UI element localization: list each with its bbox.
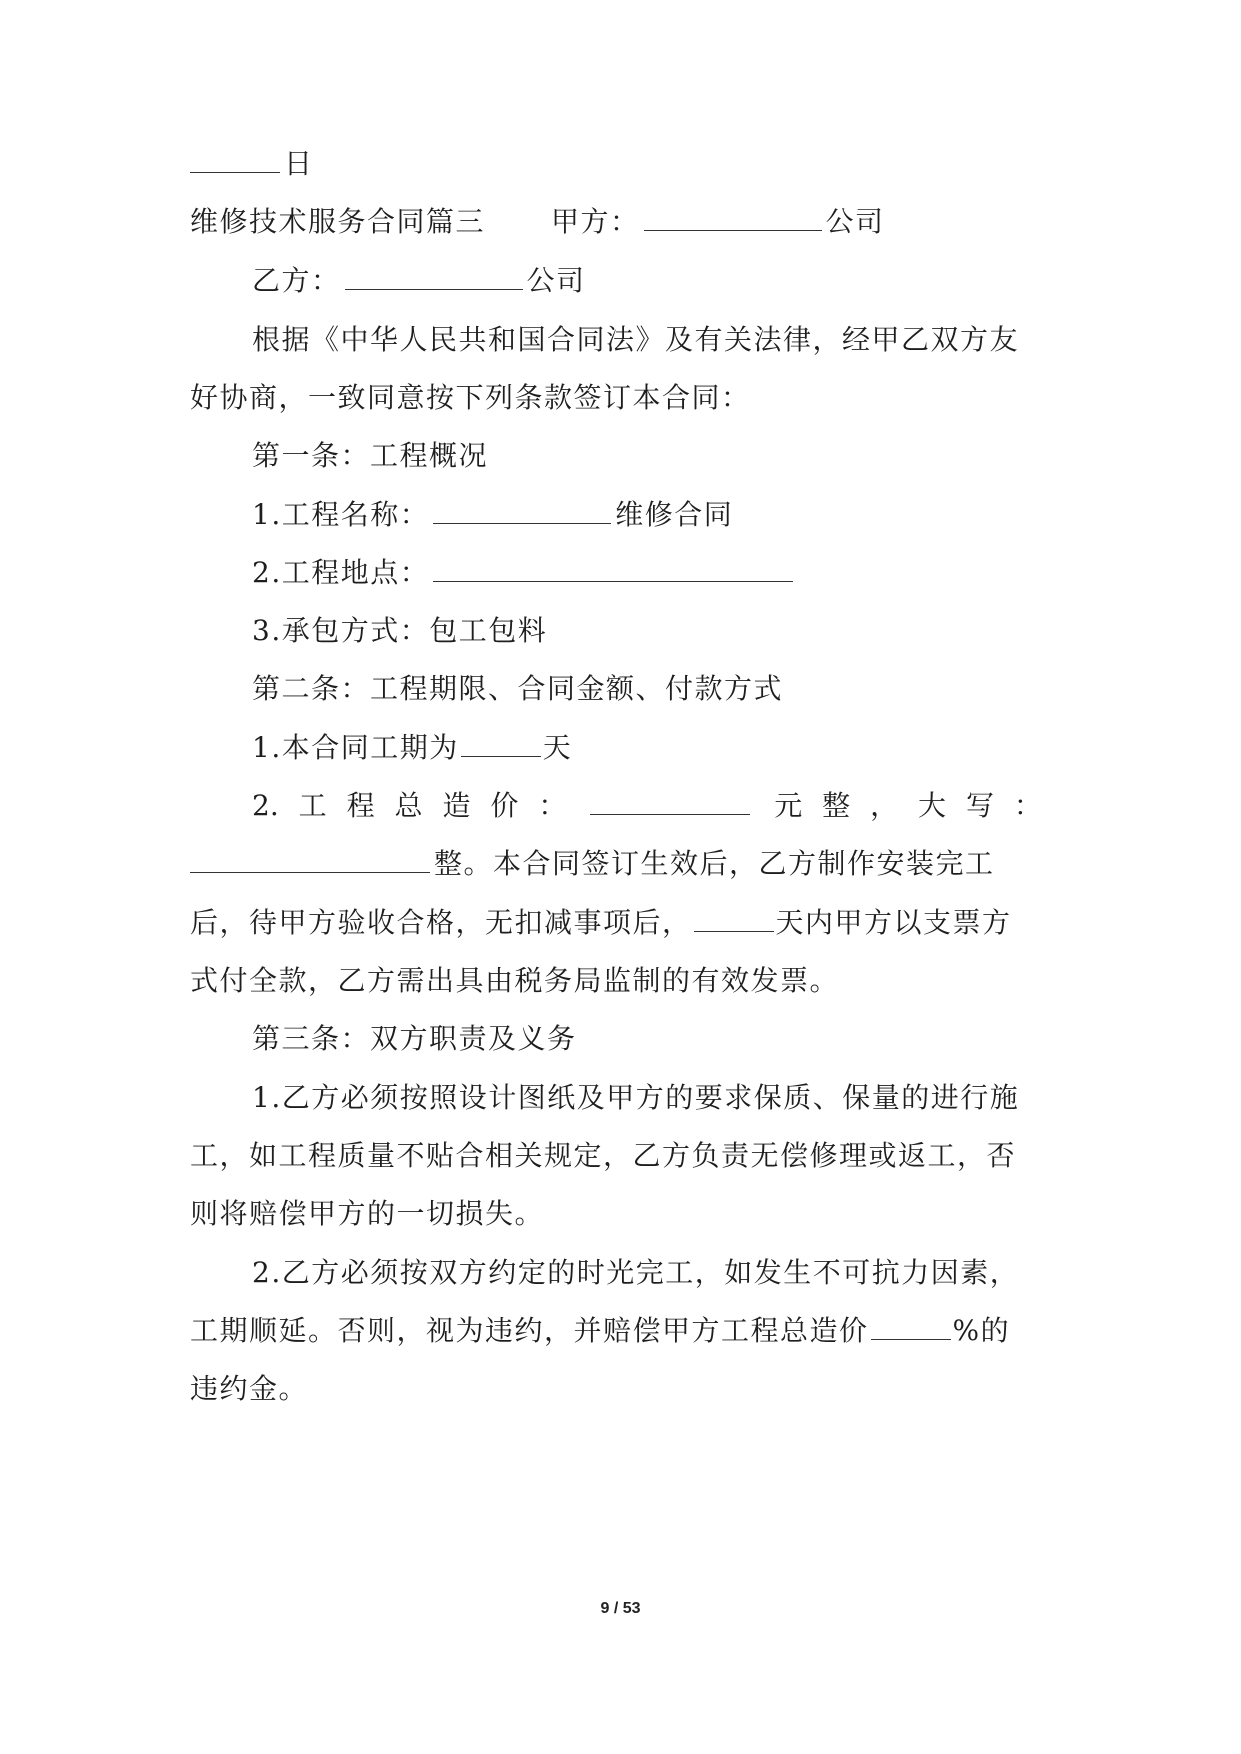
price-part: 元	[774, 789, 803, 822]
project-location-label: 2.工程地点：	[252, 556, 430, 589]
duration-label: 1.本合同工期为	[252, 731, 459, 764]
price-part: ：	[1013, 789, 1042, 822]
day-blank	[190, 146, 280, 173]
project-location-blank	[433, 555, 793, 582]
duty-2-line-2	[190, 1311, 1010, 1351]
price-part: ，	[870, 789, 899, 822]
payment-line-2	[190, 903, 1012, 943]
party-a-label: 甲方：	[551, 205, 640, 238]
total-price-blank	[590, 788, 750, 815]
price-words-blank	[190, 846, 430, 873]
total-price-line	[252, 786, 1042, 826]
duty-1-line-1: 1.乙方必须按照设计图纸及甲方的要求保质、保量的进行施	[252, 1081, 1020, 1114]
project-name-label: 1.工程名称：	[252, 498, 430, 531]
price-part: 造	[442, 789, 471, 822]
title-line	[190, 202, 885, 242]
duty-2-line-1: 2.乙方必须按双方约定的时光完工，如发生不可抗力因素，	[252, 1256, 1020, 1289]
project-name-suffix: 维修合同	[615, 498, 734, 531]
price-part: 程	[346, 789, 375, 822]
article-3-heading: 第三条：双方职责及义务	[252, 1022, 577, 1055]
payment-text-3: 天内甲方以支票方	[775, 906, 1012, 939]
payment-text-2: 后，待甲方验收合格，无扣减事项后，	[190, 906, 692, 939]
preamble-line-2: 好协商，一致同意按下列条款签订本合同：	[190, 381, 751, 414]
duration-blank	[461, 730, 541, 757]
contract-title: 维修技术服务合同篇三	[190, 205, 486, 238]
day-label: 日	[284, 147, 314, 180]
duty-1-line-2: 工，如工程质量不贴合相关规定，乙方负责无偿修理或返工，否	[190, 1139, 1017, 1172]
price-part: 总	[394, 789, 423, 822]
price-part: 整	[822, 789, 851, 822]
party-b-blank	[345, 263, 523, 290]
payment-text-1: 整。本合同签订生效后，乙方制作安装完工	[434, 847, 995, 880]
party-a-blank	[644, 204, 822, 231]
payment-line-1	[190, 844, 995, 884]
penalty-text: 工期顺延。否则，视为违约，并赔偿甲方工程总造价	[190, 1314, 869, 1347]
date-day-line	[190, 144, 314, 184]
price-part: 工	[298, 789, 327, 822]
price-part: 写	[965, 789, 994, 822]
party-b-suffix: 公司	[526, 264, 586, 297]
price-part: 价	[490, 789, 519, 822]
price-part: ：	[538, 789, 567, 822]
penalty-suffix: %的	[952, 1314, 1011, 1347]
duty-1-line-3: 则将赔偿甲方的一切损失。	[190, 1197, 545, 1230]
duty-2-line-3: 违约金。	[190, 1372, 309, 1405]
contract-method-line: 3.承包方式：包工包料	[252, 614, 548, 647]
article-1-heading: 第一条：工程概况	[252, 439, 489, 472]
party-a-suffix: 公司	[825, 205, 885, 238]
party-b-line	[252, 261, 586, 301]
project-name-line	[252, 495, 733, 535]
article-2-heading: 第二条：工程期限、合同金额、付款方式	[252, 672, 784, 705]
duration-unit: 天	[542, 731, 573, 764]
price-part: 大	[918, 789, 947, 822]
party-b-label: 乙方：	[252, 264, 341, 297]
duration-line	[252, 728, 572, 768]
preamble-line-1: 根据《中华人民共和国合同法》及有关法律，经甲乙双方友	[252, 323, 1020, 356]
price-part: 2.	[252, 789, 279, 822]
project-location-line	[252, 553, 797, 593]
penalty-percent-blank	[871, 1313, 951, 1340]
page-number: 9 / 53	[600, 1600, 641, 1617]
payment-line-3: 式付全款，乙方需出具由税务局监制的有效发票。	[190, 964, 840, 997]
project-name-blank	[433, 497, 611, 524]
payment-days-blank	[694, 905, 774, 932]
